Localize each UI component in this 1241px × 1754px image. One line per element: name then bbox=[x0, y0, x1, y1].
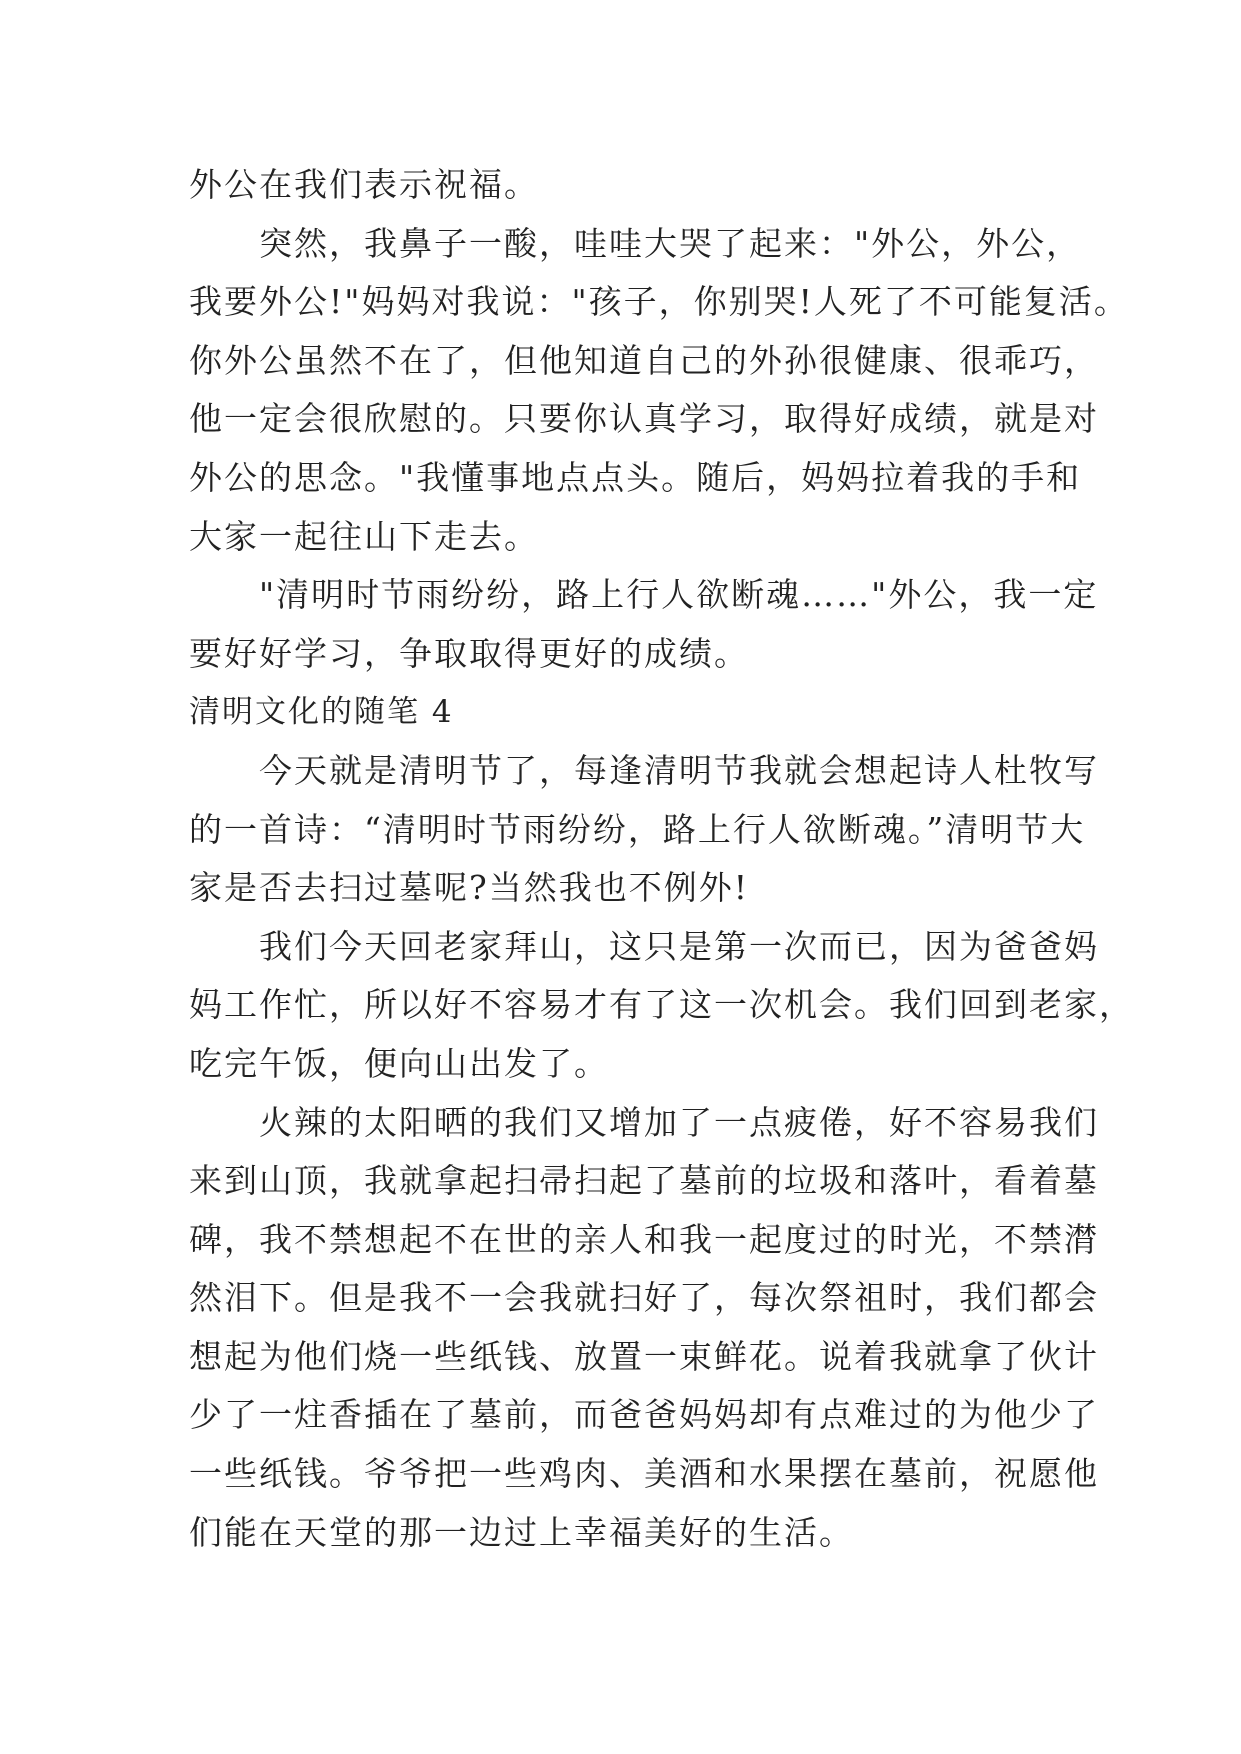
text-line: 碑，我不禁想起不在世的亲人和我一起度过的时光，不禁潸 bbox=[189, 1219, 1099, 1259]
text-line: 我要外公!"妈妈对我说："孩子，你别哭!人死了不可能复活。 bbox=[189, 282, 1129, 322]
text-line: 突然，我鼻子一酸，哇哇大哭了起来："外公，外公， bbox=[259, 223, 1082, 263]
text-line: 们能在天堂的那一边过上幸福美好的生活。 bbox=[189, 1512, 854, 1552]
text-line: 要好好学习，争取取得更好的成绩。 bbox=[189, 633, 749, 673]
section-heading: 清明文化的随笔 4 bbox=[189, 694, 454, 731]
text-line: 然泪下。但是我不一会我就扫好了，每次祭祖时，我们都会 bbox=[189, 1278, 1099, 1318]
text-line: 今天就是清明节了，每逢清明节我就会想起诗人杜牧写 bbox=[259, 750, 1099, 790]
text-line: "清明时节雨纷纷，路上行人欲断魂……"外公，我一定 bbox=[259, 575, 1099, 615]
text-line: 的一首诗：“清明时节雨纷纷，路上行人欲断魂。”清明节大 bbox=[189, 809, 1086, 849]
text-line: 吃完午饭，便向山出发了。 bbox=[189, 1043, 609, 1083]
text-line: 外公在我们表示祝福。 bbox=[189, 165, 539, 204]
text-line: 外公的思念。"我懂事地点点头。随后，妈妈拉着我的手和 bbox=[189, 457, 1082, 497]
text-line: 你外公虽然不在了，但他知道自己的外孙很健康、很乖巧， bbox=[189, 340, 1099, 380]
text-line: 我们今天回老家拜山，这只是第一次而已，因为爸爸妈 bbox=[259, 926, 1099, 966]
text-line: 家是否去扫过墓呢?当然我也不例外! bbox=[189, 868, 749, 908]
text-line: 妈工作忙，所以好不容易才有了这一次机会。我们回到老家， bbox=[189, 985, 1134, 1025]
text-line: 一些纸钱。爷爷把一些鸡肉、美酒和水果摆在墓前，祝愿他 bbox=[189, 1454, 1099, 1494]
text-line: 想起为他们烧一些纸钱、放置一束鲜花。说着我就拿了伙计 bbox=[189, 1336, 1099, 1376]
text-line: 火辣的太阳晒的我们又增加了一点疲倦，好不容易我们 bbox=[259, 1102, 1099, 1142]
text-line: 少了一炷香插在了墓前，而爸爸妈妈却有点难过的为他少了 bbox=[189, 1395, 1099, 1435]
document-body bbox=[189, 156, 1134, 1562]
text-line: 他一定会很欣慰的。只要你认真学习，取得好成绩，就是对 bbox=[189, 399, 1099, 439]
text-line: 来到山顶，我就拿起扫帚扫起了墓前的垃圾和落叶，看着墓 bbox=[189, 1161, 1099, 1201]
text-line: 大家一起往山下走去。 bbox=[189, 516, 539, 556]
